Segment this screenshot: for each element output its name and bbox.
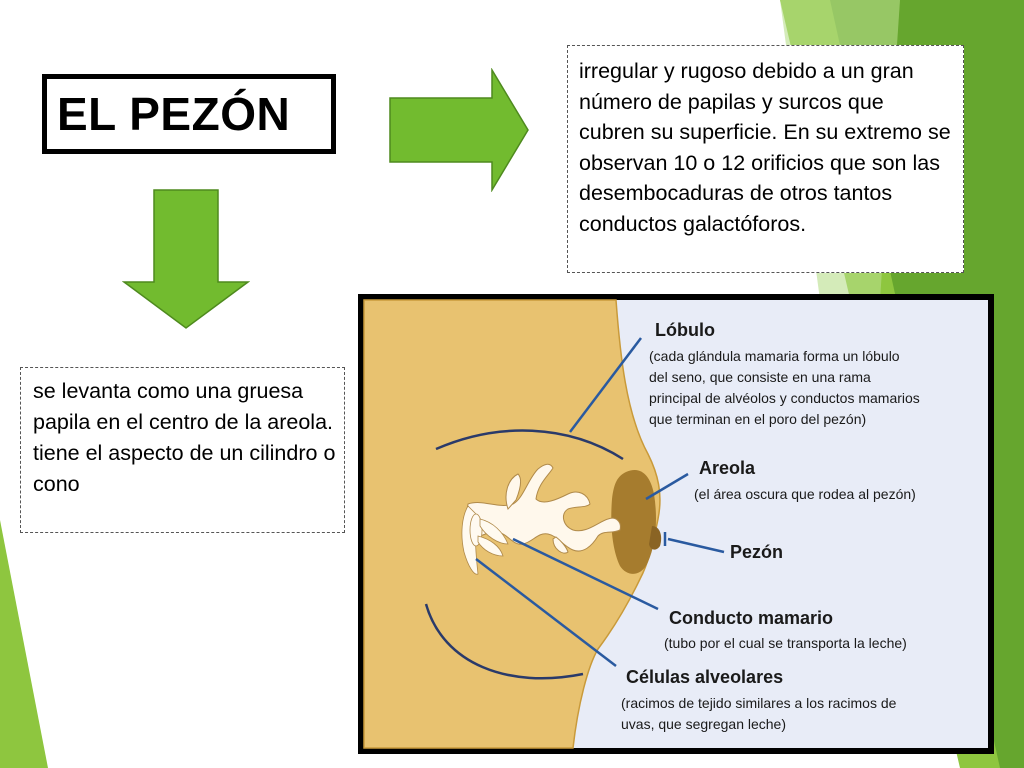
label-lobulo-line-1: (cada glándula mamaria forma un lóbulo <box>649 348 900 364</box>
left-green-stripe <box>0 520 48 768</box>
label-conducto-line-1: (tubo por el cual se transporta la leche) <box>664 635 907 651</box>
title-box <box>42 74 336 154</box>
label-lobulo-title: Lóbulo <box>655 320 715 340</box>
description-left-text: se levanta como una gruesa papila en el centro de la areola. tiene el aspecto de un cilindro o cono <box>33 379 336 496</box>
page-title: EL PEZÓN <box>57 88 291 140</box>
label-lobulo-line-4: que terminan en el poro del pezón) <box>649 411 867 427</box>
right-arrow-icon <box>388 68 530 192</box>
label-areola-line-1: (el área oscura que rodea al pezón) <box>694 486 916 502</box>
description-box-right <box>567 45 964 273</box>
label-celulas-title: Células alveolares <box>626 667 784 687</box>
description-right-text: irregular y rugoso debido a un gran número de papilas y surcos que cubren su superficie. En su extremo se observan 10 o 12 orificios que son las desembocaduras de otros tantos conductos galactóforos. <box>579 59 951 236</box>
label-celulas-line-1: (racimos de tejido similares a los racimos de <box>621 695 897 711</box>
breast-anatomy-diagram <box>358 294 994 754</box>
label-lobulo-line-3: principal de alvéolos y conductos mamarios <box>649 390 920 406</box>
label-areola-title: Areola <box>699 458 756 478</box>
down-arrow-icon <box>122 188 250 330</box>
label-celulas-line-2: uvas, que segregan leche) <box>621 716 786 732</box>
label-pezon-title: Pezón <box>730 542 784 562</box>
label-lobulo-line-2: del seno, que consiste en una rama <box>649 369 871 385</box>
description-box-left <box>20 367 345 533</box>
label-conducto-title: Conducto mamario <box>669 608 834 628</box>
